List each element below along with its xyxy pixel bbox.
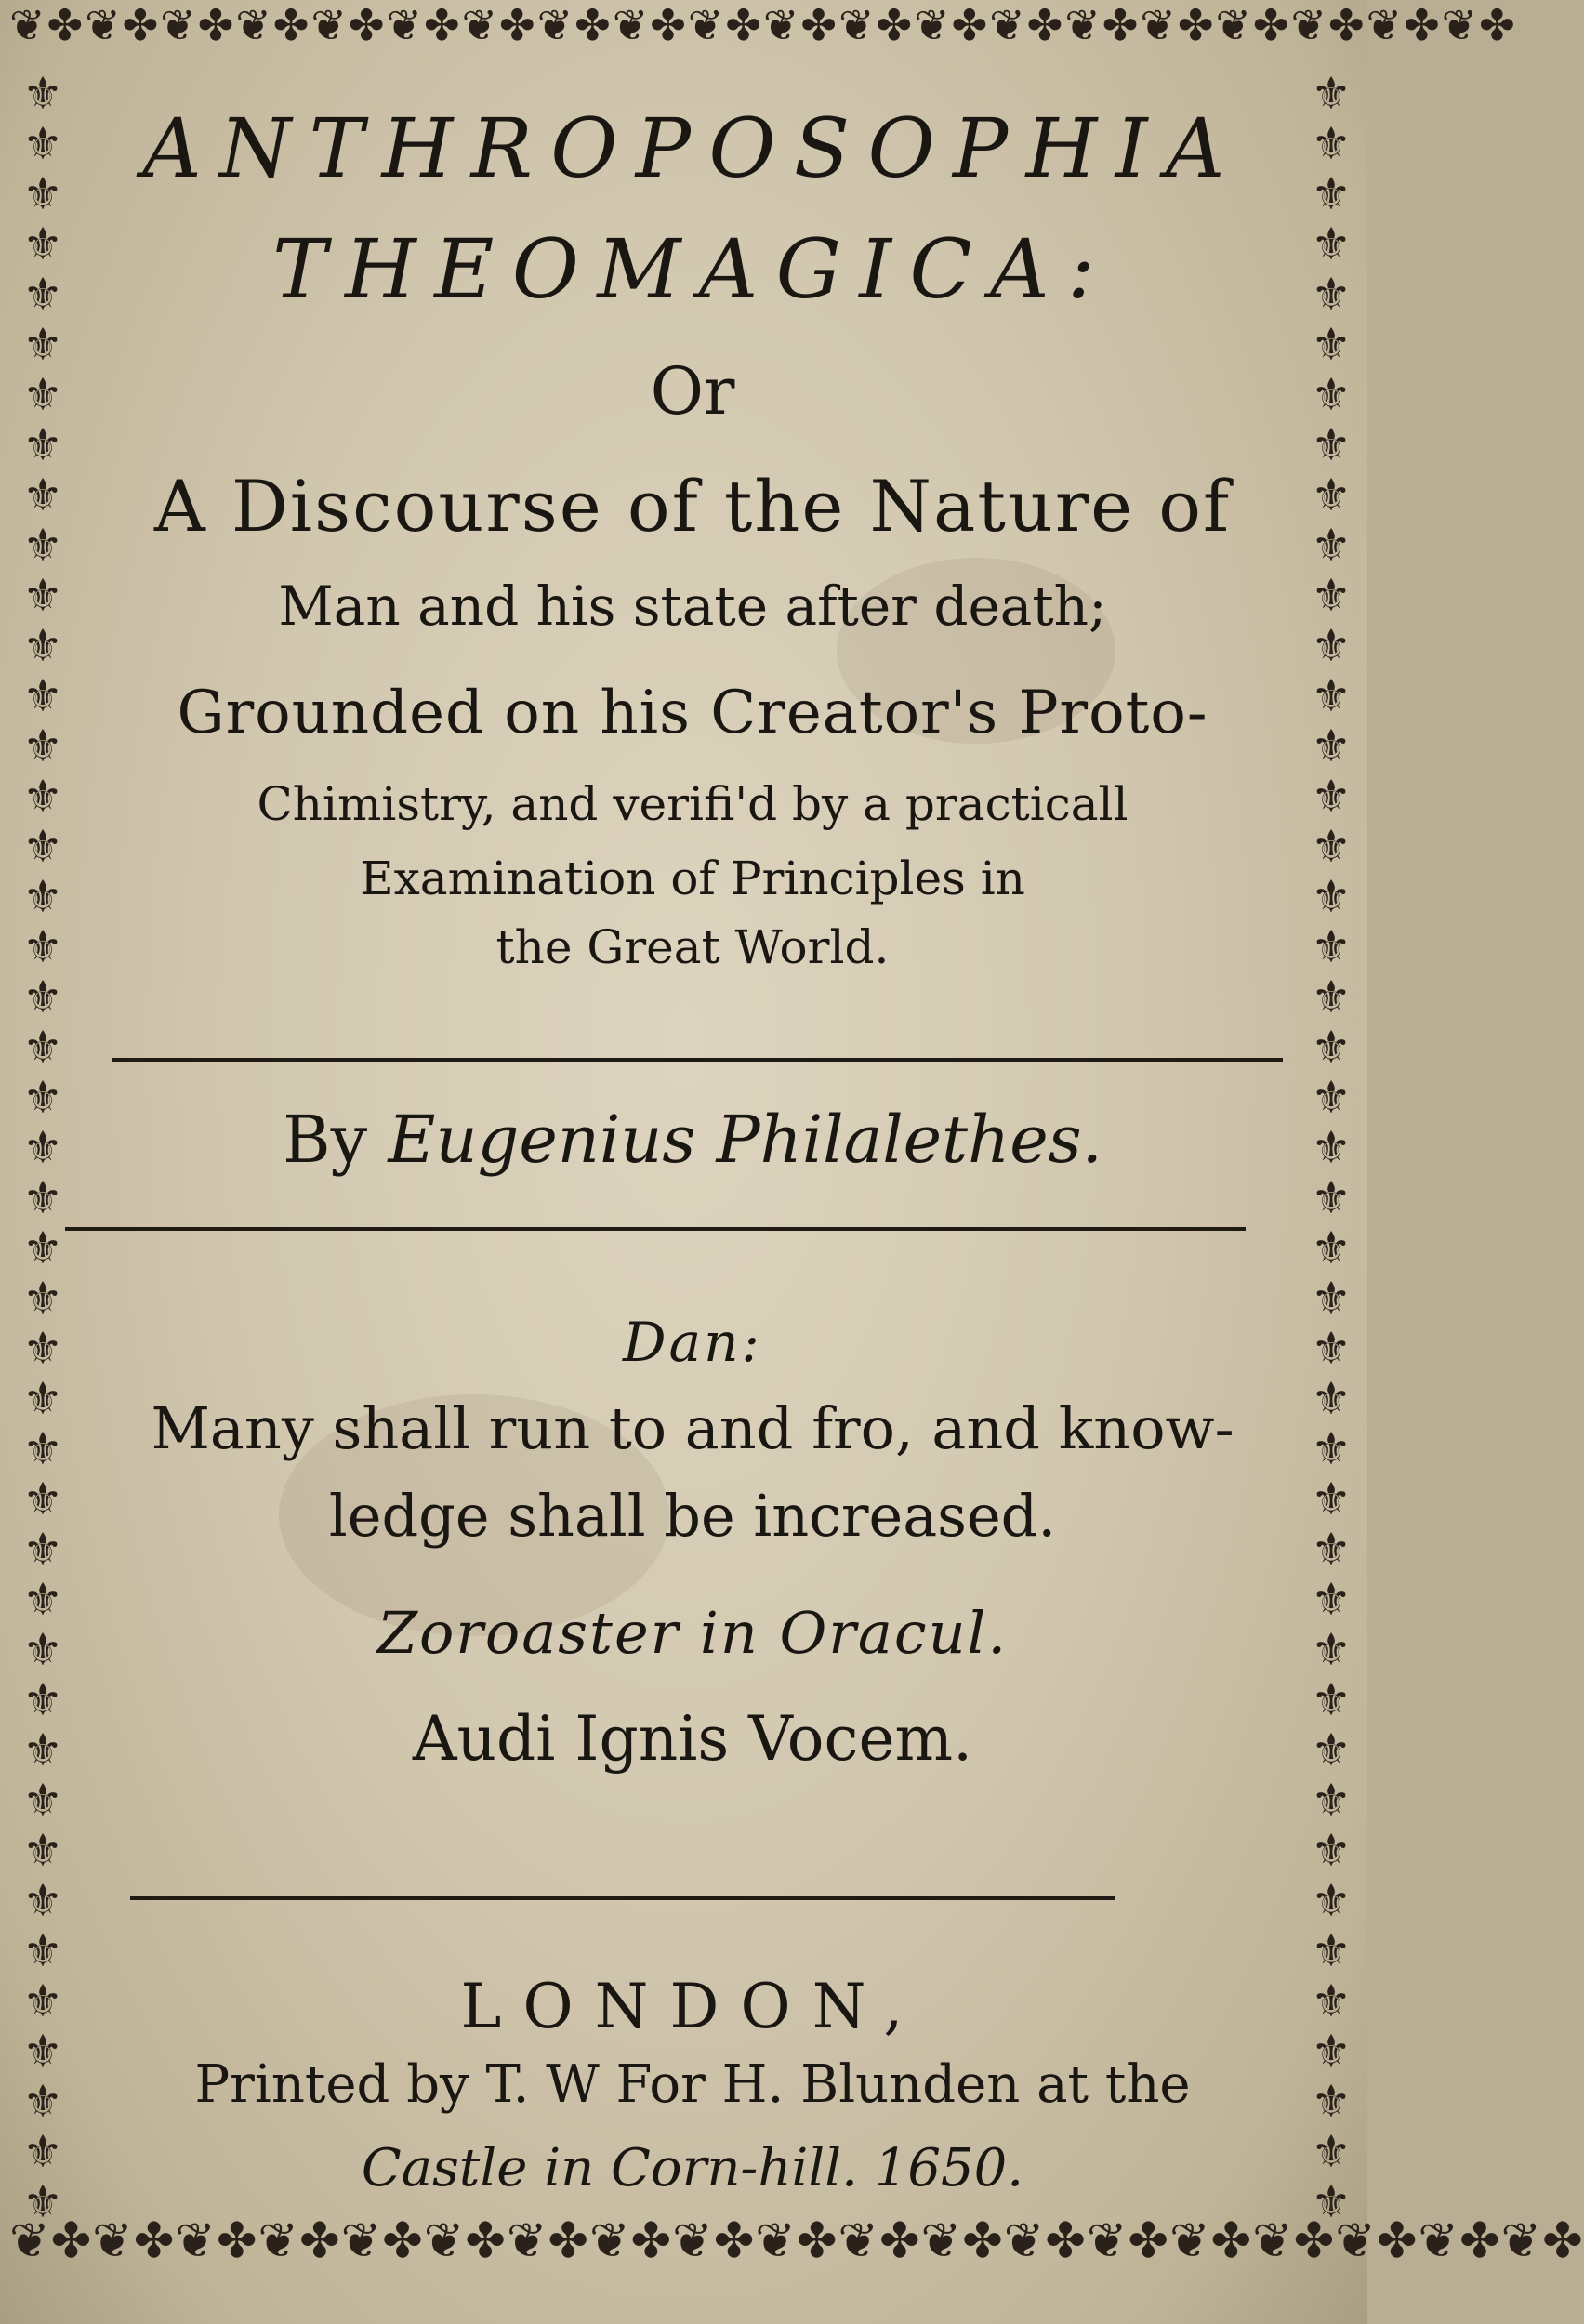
- subtitle-line-2: Man and his state after death;: [278, 574, 1107, 638]
- author-by: By: [283, 1102, 368, 1178]
- right-ornament-border: ⚜⚜⚜⚜⚜⚜⚜⚜⚜⚜⚜⚜⚜⚜⚜⚜⚜⚜⚜⚜⚜⚜⚜⚜⚜⚜⚜⚜⚜⚜⚜⚜⚜⚜⚜⚜⚜⚜⚜⚜⚜⚜⚜: [1311, 68, 1352, 2228]
- bottom-ornament-border: ❦✤❦✤❦✤❦✤❦✤❦✤❦✤❦✤❦✤❦✤❦✤❦✤❦✤❦✤❦✤❦✤❦✤❦✤❦✤: [9, 2213, 1584, 2269]
- rule-above-author: [112, 1058, 1283, 1062]
- epigraph-2-text: Audi Ignis Vocem.: [412, 1703, 973, 1775]
- epigraph-1-line-1: Many shall run to and fro, and know-: [151, 1394, 1234, 1462]
- top-ornament-border: ❦✤❦✤❦✤❦✤❦✤❦✤❦✤❦✤❦✤❦✤❦✤❦✤❦✤❦✤❦✤❦✤❦✤❦✤❦✤❦✤: [9, 0, 1517, 50]
- subtitle-line-6: the Great World.: [495, 920, 890, 974]
- imprint-line-1: Printed by T. W For H. Blunden at the: [194, 2054, 1191, 2115]
- or-connector: Or: [650, 353, 735, 429]
- imprint-city: LONDON,: [460, 1971, 925, 2042]
- epigraph-2-source: Zoroaster in Oracul.: [376, 1599, 1009, 1667]
- subtitle-line-5: Examination of Principles in: [360, 852, 1025, 905]
- author-line: [84, 1102, 1301, 1178]
- rule-above-imprint: [130, 1896, 1115, 1900]
- rule-below-author: [65, 1227, 1246, 1231]
- subtitle-line-1: A Discourse of the Nature of: [153, 465, 1232, 548]
- author-name: Eugenius Philalethes.: [388, 1102, 1102, 1178]
- title-page-content: [84, 74, 1301, 2212]
- title-line-2: THEOMAGICA:: [271, 221, 1114, 317]
- imprint-line-2: Castle in Corn-hill. 1650.: [361, 2138, 1024, 2199]
- epigraph-1-line-2: ledge shall be increased.: [328, 1482, 1057, 1550]
- subtitle-line-3: Grounded on his Creator's Proto-: [177, 679, 1208, 747]
- subtitle-line-4: Chimistry, and verifi'd by a practicall: [257, 777, 1129, 831]
- title-line-1: ANTHROPOSOPHIA: [142, 100, 1243, 196]
- epigraph-1-source: Dan:: [623, 1311, 762, 1374]
- left-ornament-border: ⚜⚜⚜⚜⚜⚜⚜⚜⚜⚜⚜⚜⚜⚜⚜⚜⚜⚜⚜⚜⚜⚜⚜⚜⚜⚜⚜⚜⚜⚜⚜⚜⚜⚜⚜⚜⚜⚜⚜⚜⚜⚜⚜: [22, 68, 63, 2228]
